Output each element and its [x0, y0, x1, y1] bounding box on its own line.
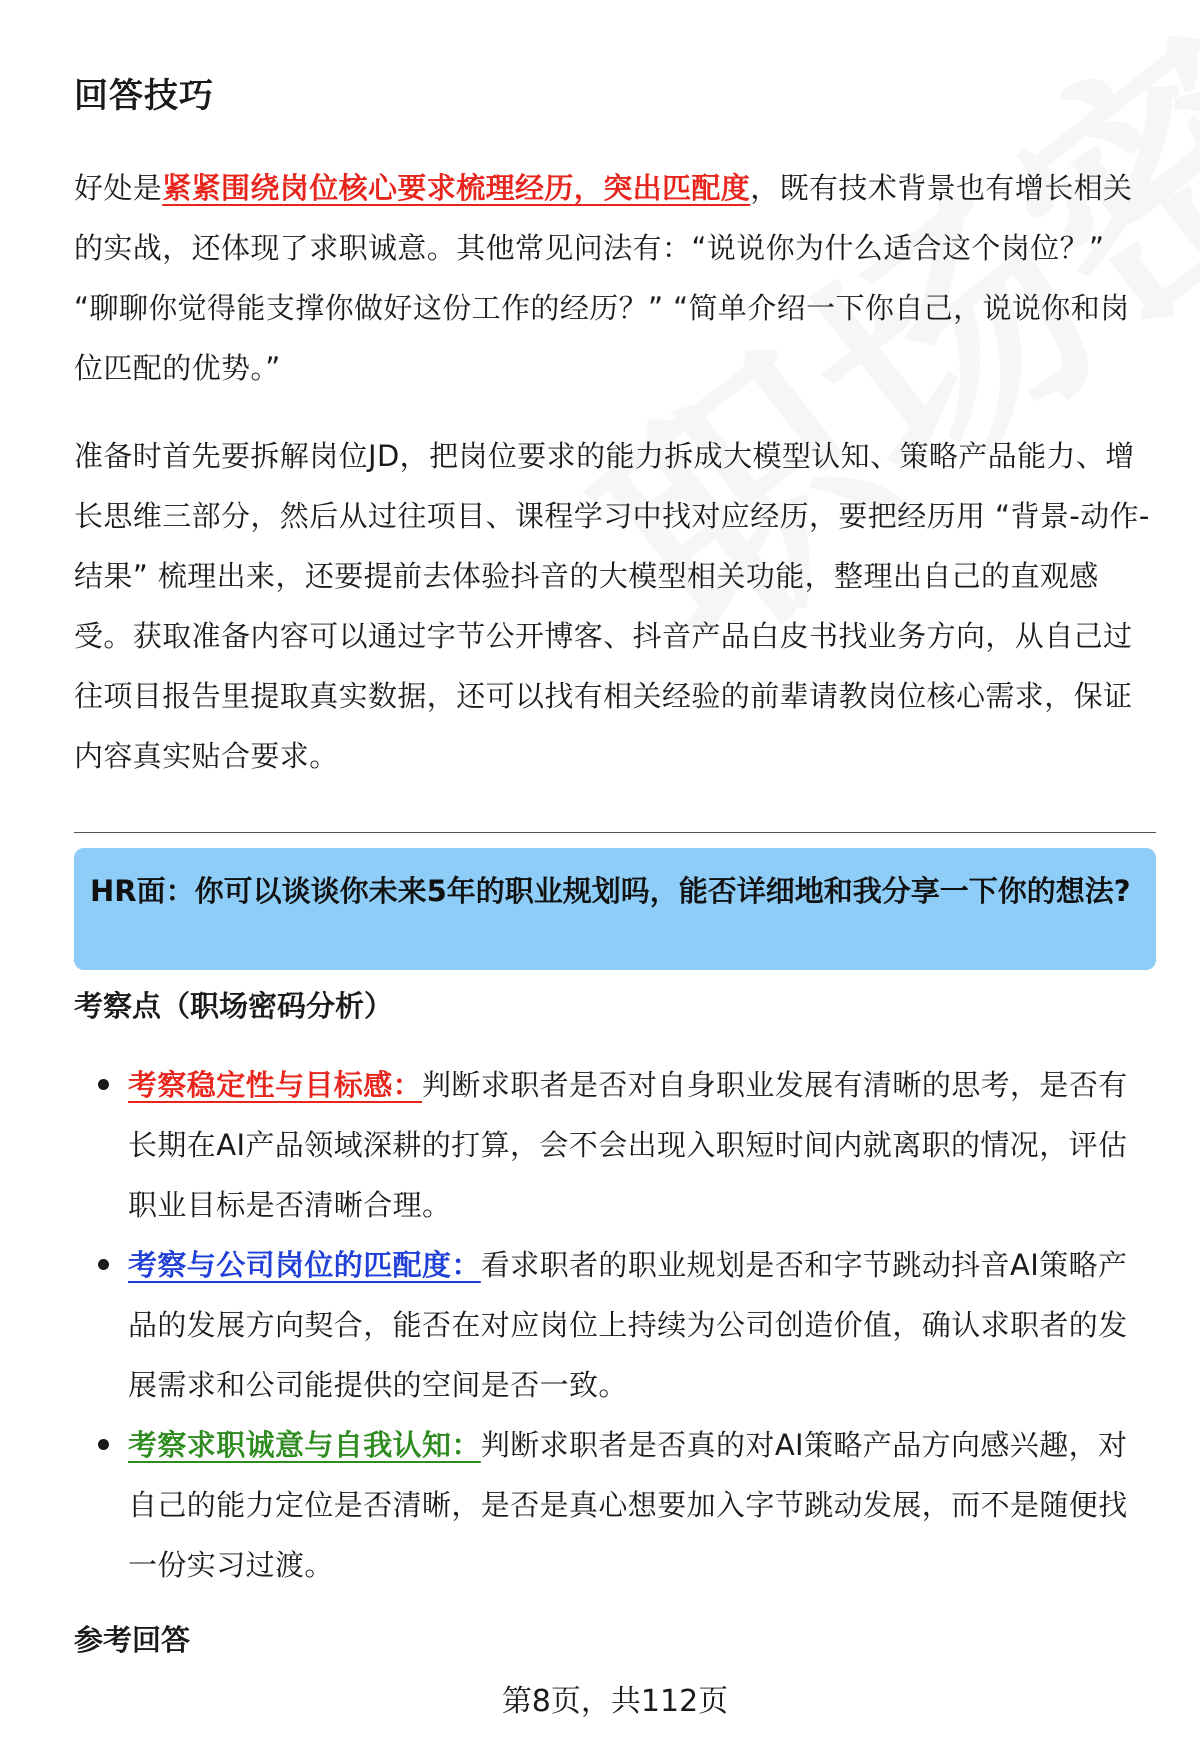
paragraph1-highlight: 紧紧围绕岗位核心要求梳理经历，突出匹配度 — [162, 171, 751, 205]
reference-heading: 参考回答 — [74, 1623, 191, 1657]
question-text: HR面：你可以谈谈你未来5年的职业规划吗，能否详细地和我分享一下你的想法? — [90, 874, 1131, 908]
bullet-dot-icon — [98, 1439, 109, 1450]
paragraph-preparation: 准备时首先要拆解岗位JD，把岗位要求的能力拆成大模型认知、策略产品能力、增长思维三部分，然后从过往项目、课程学习中找对应经历，要把经历用 “背景-动作-结果” 梳理出来，还要提前去体验抖音的大模型相关功能，整理出自己的直观感受。获取准备内容可以通过字节公开博客、抖音产品白皮书找业务方向，从自己过往项目报告里提取真实数据，还可以找有相关经验的前辈请教岗位核心需求，保证内容真实贴合要求。 — [74, 439, 1150, 773]
section-divider — [74, 832, 1156, 833]
paragraph1-prefix: 好处是 — [74, 171, 163, 205]
bullet-label: 考察稳定性与目标感： — [128, 1068, 423, 1102]
section-title: 回答技巧 — [74, 76, 214, 116]
bullet-dot-icon — [98, 1259, 109, 1270]
bullet-text: 看求职者的职业规划是否和字节跳动抖音AI策略产品的发展方向契合，能否在对应岗位上持续为公司创造价值，确认求职者的发展需求和公司能提供的空间是否一致。 — [128, 1248, 1128, 1402]
examination-list — [74, 1055, 1156, 1595]
bullet-label: 考察与公司岗位的匹配度： — [128, 1248, 481, 1282]
list-item — [74, 1415, 1156, 1595]
page-number: 第8页，共112页 — [501, 1684, 729, 1719]
paragraph-answer-benefits — [74, 158, 1156, 398]
bullet-text: 判断求职者是否真的对AI策略产品方向感兴趣，对自己的能力定位是否清晰，是否是真心想要加入字节跳动发展，而不是随便找一份实习过渡。 — [128, 1428, 1128, 1582]
examination-heading: 考察点（职场密码分析） — [74, 989, 394, 1023]
bullet-text: 判断求职者是否对自身职业发展有清晰的思考，是否有长期在AI产品领域深耕的打算，会不会出现入职短时间内就离职的情况，评估职业目标是否清晰合理。 — [128, 1068, 1128, 1222]
question-box — [74, 848, 1156, 970]
paragraph1-suffix: ，既有技术背景也有增长相关的实战，还体现了求职诚意。其他常见问法有：“说说你为什么适合这个岗位？” “聊聊你觉得能支撑你做好这份工作的经历？” “简单介绍一下你自己，说说你和岗位匹配的优势。” — [74, 171, 1133, 385]
list-item — [74, 1055, 1156, 1235]
bullet-dot-icon — [98, 1079, 109, 1090]
list-item — [74, 1235, 1156, 1415]
bullet-label: 考察求职诚意与自我认知： — [128, 1428, 481, 1462]
